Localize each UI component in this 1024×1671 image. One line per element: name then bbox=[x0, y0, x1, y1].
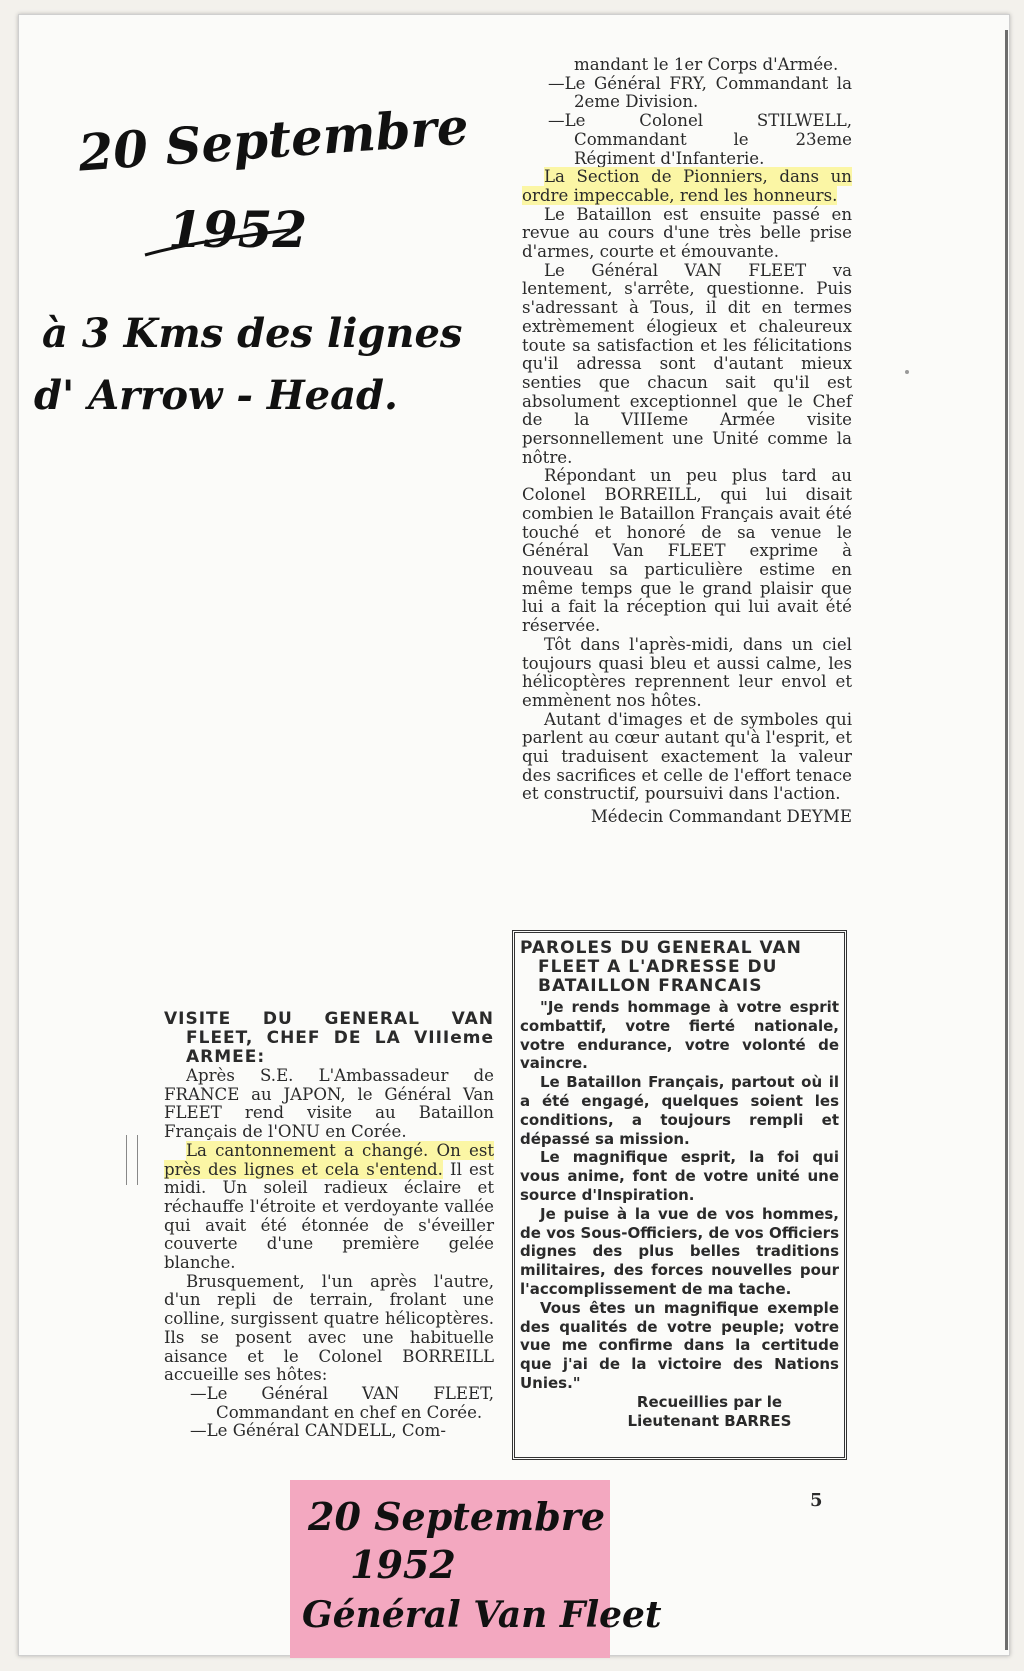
tot-paragraph: Tôt dans l'après-midi, dans un ciel toujours quasi bleu et aussi calme, les hélicoptères reprennent leur envol et emmènent nos hôtes. bbox=[522, 634, 852, 710]
handwritten-location-line1: à 3 Kms des lignes bbox=[42, 310, 463, 357]
brusquement-paragraph: Brusquement, l'un après l'autre, d'un repli de terrain, frolant une colline, surgissent quatre hélicoptères. Ils se posent avec une habituelle aisance et le Colonel BORREILL accueille ses hôtes: bbox=[164, 1271, 494, 1385]
quote-paragraph-3: Le magnifique esprit, la foi qui vous anime, font de votre unité une source d'Inspiration. bbox=[520, 1148, 839, 1204]
quote-box-title: PAROLES DU GENERAL VAN FLEET A L'ADRESSE DU BATAILLON FRANCAIS bbox=[520, 938, 802, 996]
guest-stilwell: —Le Colonel STILWELL, Commandant le 23eme Régiment d'Infanterie. bbox=[548, 111, 852, 168]
guest-vanfleet: —Le Général VAN FLEET, Commandant en chef en Corée. bbox=[190, 1383, 494, 1422]
quote-paragraph-1: "Je rends hommage à votre esprit combattif, votre fierté nationale, votre endurance, votre volonté de vaincre. bbox=[520, 998, 839, 1073]
left-article-column bbox=[164, 1010, 494, 1441]
cantonnement-paragraph bbox=[164, 1142, 494, 1273]
vanfleet-paragraph: Le Général VAN FLEET va lentement, s'arrête, questionne. Puis s'adressant à Tous, il dit en termes extrèmement élogieux et chaleureux toute sa satisfaction et les félicitations qu'il adressa sont d'autant mieux senties que chacun sait qu'il est absolument exceptionnel que le Chef de la VIIIeme Armée visite personnellement une Unité comme la nôtre. bbox=[522, 260, 852, 467]
sticky-subject: Général Van Fleet bbox=[302, 1594, 662, 1636]
apres-paragraph: Après S.E. L'Ambassadeur de FRANCE au JAPON, le Général Van FLEET rend visite au Bataillon Français de l'ONU en Corée. bbox=[164, 1066, 494, 1142]
repondant-paragraph: Répondant un peu plus tard au Colonel BORREILL, qui lui disait combien le Bataillon Français avait été touché et honoré de sa venue le Général Van FLEET exprime à nouveau sa particulière estime en même temps que le grand plaisir que lui a fait la réception qui lui avait été réservée. bbox=[522, 466, 852, 636]
sticky-date-year: 1952 bbox=[350, 1542, 456, 1587]
autant-paragraph: Autant d'images et de symboles qui parlent au cœur autant qu'à l'esprit, et qui traduisent exactement la valeur des sacrifices et celle de l'effort tenace et constructif, poursuivi dans l'action. bbox=[522, 709, 852, 804]
article-signature: Médecin Commandant DEYME bbox=[590, 807, 852, 827]
quote-credit-line2: Lieutenant BARRES bbox=[627, 1411, 792, 1430]
guest-fry: —Le Général FRY, Commandant la 2eme Division. bbox=[548, 73, 852, 112]
handwritten-location-line2: d' Arrow - Head. bbox=[34, 372, 398, 419]
sheet-edge bbox=[1005, 30, 1008, 1650]
quote-box bbox=[512, 930, 847, 1460]
guest-candell: —Le Général CANDELL, Com- bbox=[190, 1421, 446, 1441]
handwritten-date-year: 1952 bbox=[168, 200, 308, 259]
sticky-note bbox=[290, 1480, 662, 1658]
quote-paragraph-5: Vous êtes un magnifique exemple des qualités de votre peuple; votre vue me confirme dans la certitude que j'ai de la victoire des Nations Unies." bbox=[520, 1298, 839, 1392]
article-heading: VISITE DU GENERAL VAN FLEET, CHEF DE LA VIIIeme ARMEE: bbox=[164, 1009, 494, 1067]
handwritten-date-day: 20 Septembre bbox=[76, 96, 471, 183]
page-number: 5 bbox=[810, 1490, 823, 1511]
paper-speck bbox=[905, 370, 909, 374]
cantonnement-rest: Il est midi. Un soleil radieux éclaire et réchauffe l'étroite et verdoyante vallée qui avait été étonnée de s'éveiller couverte d'une première gelée blanche. bbox=[164, 1159, 494, 1273]
handwritten-underline bbox=[140, 225, 300, 265]
quote-paragraph-4: Je puise à la vue de vos hommes, de vos Sous-Officiers, de vos Officiers dignes des plus belles traditions militaires, des forces nouvelles pour l'accomplissement de ma tache. bbox=[520, 1204, 839, 1298]
bataillon-paragraph: Le Bataillon est ensuite passé en revue au cours d'une très belle prise d'armes, courte et émouvante. bbox=[522, 204, 852, 262]
highlighted-text: La Section de Pionniers, dans un ordre impeccable, rend les honneurs. bbox=[522, 167, 852, 205]
margin-mark bbox=[126, 1135, 138, 1185]
highlighted-text: La cantonnement a changé. On est près des lignes et cela s'entend. bbox=[164, 1140, 494, 1179]
quote-credit-line1: Recueillies par le bbox=[636, 1392, 783, 1411]
right-article-column bbox=[522, 56, 852, 827]
sticky-date-day: 20 Septembre bbox=[308, 1494, 606, 1539]
quote-paragraph-2: Le Bataillon Français, partout où il a été engagé, quelques soient les conditions, a toujours rempli et dépassé sa mission. bbox=[520, 1073, 839, 1148]
continuation-line: mandant le 1er Corps d'Armée. bbox=[574, 55, 839, 74]
pionniers-paragraph bbox=[522, 168, 852, 205]
